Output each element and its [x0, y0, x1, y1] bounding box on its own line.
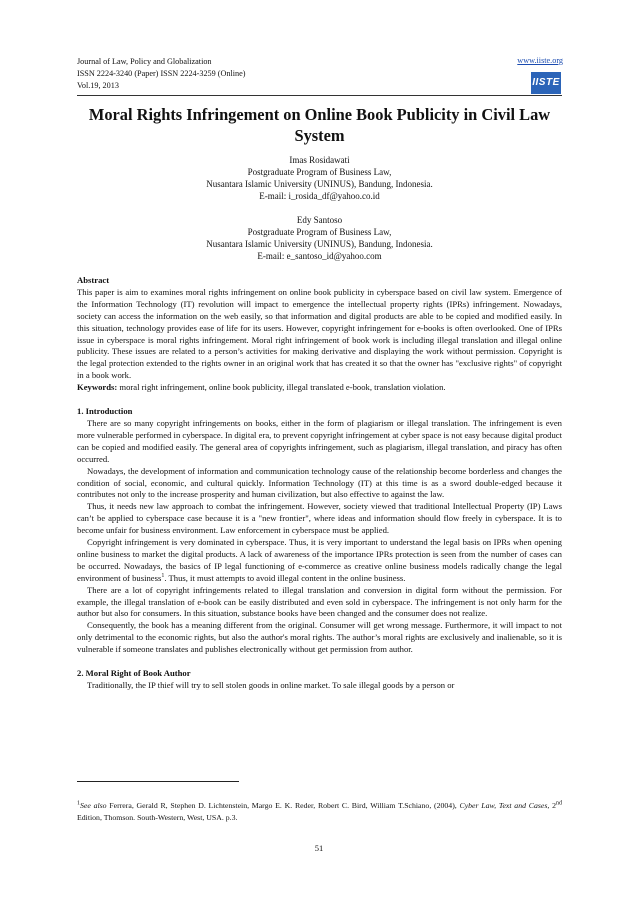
author-2-dept: Postgraduate Program of Business Law,	[247, 227, 392, 237]
header-rule	[77, 95, 562, 96]
author-2-univ: Nusantara Islamic University (UNINUS), Bandung, Indonesia.	[206, 239, 433, 249]
journal-url-link[interactable]: www.iiste.org	[517, 56, 563, 65]
paper-title: Moral Rights Infringement on Online Book Publicity in Civil Law System	[88, 105, 551, 145]
author-1-univ: Nusantara Islamic University (UNINUS), Bandung, Indonesia.	[206, 179, 433, 189]
abstract-heading: Abstract	[77, 275, 110, 285]
abstract-text: This paper is aim to examines moral rights infringement on online book publicity in cyberspace based on civil law system. Emergence of the Information Technology (IT) revolution will impact to emergence the intellectual property rights (IPRs) infringement. Nowadays, society can access the information on the web easily, so that information and digital products are able to be copied and modified easily. In this situation, technology provides ease of life for its users. However, copyright infringement for e-books is often overlooked. One of IPRs issue in cyberspace is moral rights infringement. Moral right infringement of book work is including illegal translation and illegal online publicity. These issues are related to a person’s activities for making derivative and displaying the work without permission. Copyright is the legal protection extended to the rights owner in an original work that has created it so that the owner has "exclusive rights" of copyright in a book work.	[77, 286, 562, 381]
paper-body	[77, 275, 562, 692]
paragraph: Thus, it needs new law approach to combat the infringement. However, society viewed that traditional Intellectual Property (IP) Laws can’t be applied to cyberspace case because it is a "new frontier", where ideas and information should flow freely in cyberspace. It is to become unfair for business environment. Law enforcement in cyberspace must be applied.	[77, 501, 562, 536]
author-1-name: Imas Rosidawati	[289, 155, 350, 165]
paragraph: Traditionally, the IP thief will try to sell stolen goods in online market. To sale illegal goods by a person or	[87, 680, 455, 690]
footnote-ref[interactable]: 1	[161, 572, 165, 579]
keywords-label: Keywords:	[77, 382, 118, 393]
author-2-email: E-mail: e_santoso_id@yahoo.com	[257, 251, 382, 261]
keywords-text: moral right infringement, online book publicity, illegal translated e-book, translation violation.	[117, 382, 446, 393]
author-2-name: Edy Santoso	[296, 215, 343, 225]
keywords	[77, 382, 562, 394]
paragraph: There are a lot of copyright infringements related to illegal translation and conversion in digital form without the permission. For example, the illegal translation of e-book can be easily distributed and even sold in cyberspace. The infringement is not only harm for the author but also for consumers. In this situation, substance books have been changed and the consumer does not realize.	[77, 584, 562, 619]
journal-volume: Vol.19, 2013	[77, 81, 119, 90]
iiste-logo: IISTE	[531, 72, 561, 94]
section-2-heading: 2. Moral Right of Book Author	[77, 668, 191, 679]
journal-issn: ISSN 2224-3240 (Paper) ISSN 2224-3259 (Online)	[77, 69, 246, 78]
paragraph: Nowadays, the development of information and communication technology cause of the relationship become borderless and changes the condition of social, economic, and cultural quickly. Information Technology (IT) at this time is as a sword double-edged because it contributes not only to the increase prosperity and human civilization, but also effective to against the law.	[77, 465, 562, 500]
section-1-heading: 1. Introduction	[77, 406, 133, 417]
author-1-dept: Postgraduate Program of Business Law,	[247, 167, 392, 177]
paragraph: Consequently, the book has a meaning different from the original. Consumer will get wrong message. Furthermore, it will impact to not only detrimental to the economic rights, but also the author's moral rights. The author’s moral rights are exclusively and inalienable, so it is vulnerable if someone translates and publishes electronically without get permission from author.	[77, 620, 562, 655]
paragraph: There are so many copyright infringements on books, either in the form of plagiarism or illegal translation. The infringement is even more vulnerable performed in cyberspace. In digital era, to prevent copyright infringement at cyber space is not easy because digital product can be copied and modified easily. The general area of copyrights infringement, such as plagiarism, illegal translation, and piracy has often occurred.	[77, 417, 562, 464]
footnote: $^1$See also Ferrera, Gerald R, Stephen D. Lichtenstein, Margo E. K. Reder, Robert C. Bird, William T.Schiano, (2004), Cyber Law, Text and Cases, 2nd Edition, Thomson. South-Western, West, USA. p.3.	[77, 800, 562, 822]
footnote-rule	[77, 781, 239, 782]
author-block	[77, 154, 562, 262]
author-1-email: E-mail: i_rosida_df@yahoo.co.id	[259, 191, 380, 201]
paragraph: Copyright infringement is very dominated in cyberspace. Thus, it is very important to understand the legal basis on IPRs when opening online business to market the digital products. A lack of awareness of the importance IPRs protection is seen from the number of cases can be occurred. Nowadays, the basics of IP legal functioning of e-commerce as creative online business models radically change the legal environment of business$^1$. Thus, it must attempts to avoid illegal content in the online business.	[77, 537, 562, 583]
page-number: 51	[314, 843, 324, 853]
journal-name: Journal of Law, Policy and Globalization	[77, 57, 212, 66]
journal-header	[77, 56, 246, 92]
